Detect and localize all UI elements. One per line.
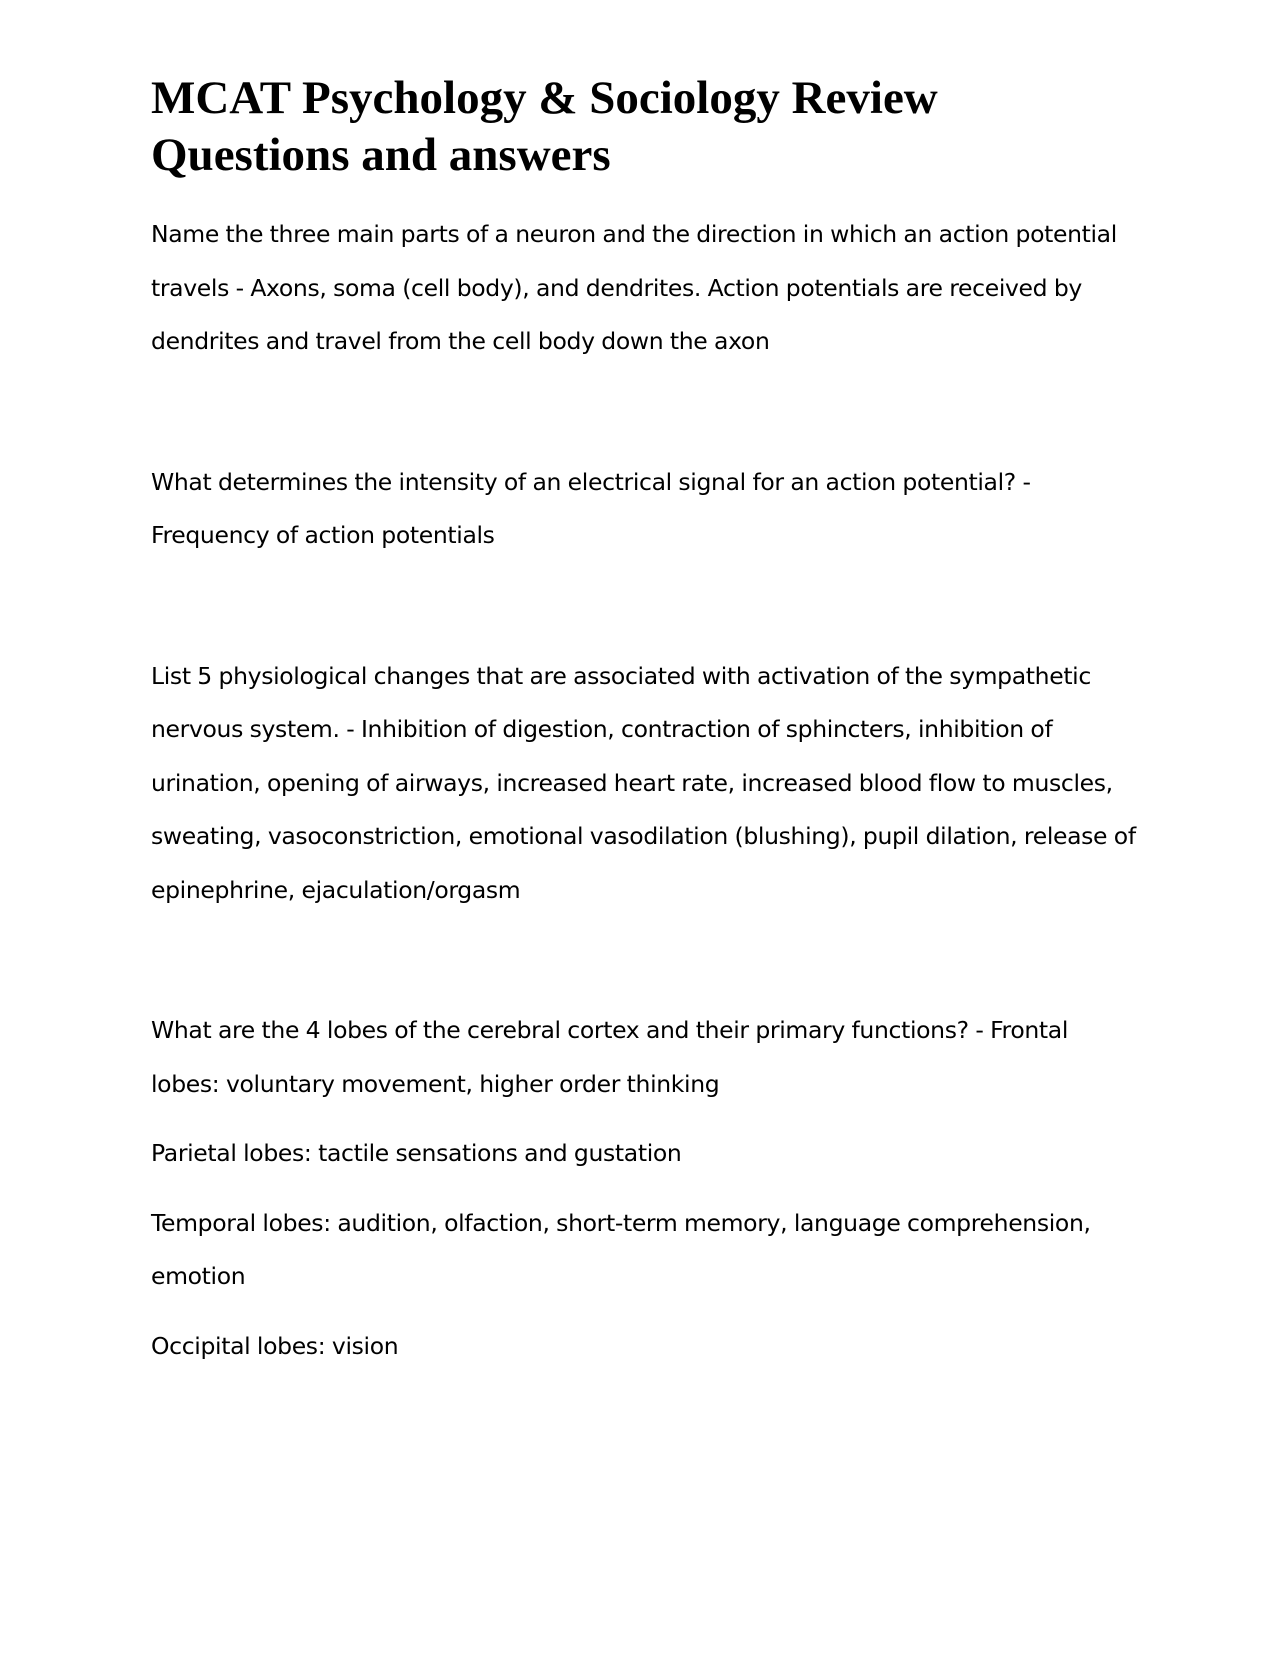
qa-item-lobes: What are the 4 lobes of the cerebral cortex and their primary functions? - Frontal lobes: voluntary movement, higher order thinking xyxy=(151,1016,1069,1098)
document-title: MCAT Psychology & Sociology Review Questions and answers xyxy=(151,72,938,181)
line-gap xyxy=(151,1181,1141,1197)
lobe-temporal: Temporal lobes: audition, olfaction, short-term memory, language comprehension, emotion xyxy=(151,1208,1091,1290)
qa-item-sympathetic: List 5 physiological changes that are associated with activation of the sympathetic nervous system. - Inhibition of digestion, contraction of sphincters, inhibition of urination, opening of airways, increased heart rate, increased blood flow to muscles, sweating, vasoconstriction, emotional vasodilation (blushing), pupil dilation, release of epinephrine, ejaculation/orgasm xyxy=(151,661,1136,904)
line-gap xyxy=(151,1304,1141,1320)
qa-item-intensity: What determines the intensity of an electrical signal for an action potential? - Frequency of action potentials xyxy=(151,467,1031,549)
paragraph-spacer xyxy=(151,563,1141,650)
qa-item-neuron: Name the three main parts of a neuron and the direction in which an action potential travels - Axons, soma (cell body), and dendrites. Action potentials are received by dendrites and travel from the cell body down the axon xyxy=(151,220,1117,355)
paragraph-spacer xyxy=(151,369,1141,456)
line-gap xyxy=(151,1111,1141,1127)
document-body xyxy=(151,70,1141,1373)
lobe-occipital: Occipital lobes: vision xyxy=(151,1331,399,1360)
paragraph-spacer xyxy=(151,917,1141,1004)
lobe-parietal: Parietal lobes: tactile sensations and gustation xyxy=(151,1139,682,1167)
